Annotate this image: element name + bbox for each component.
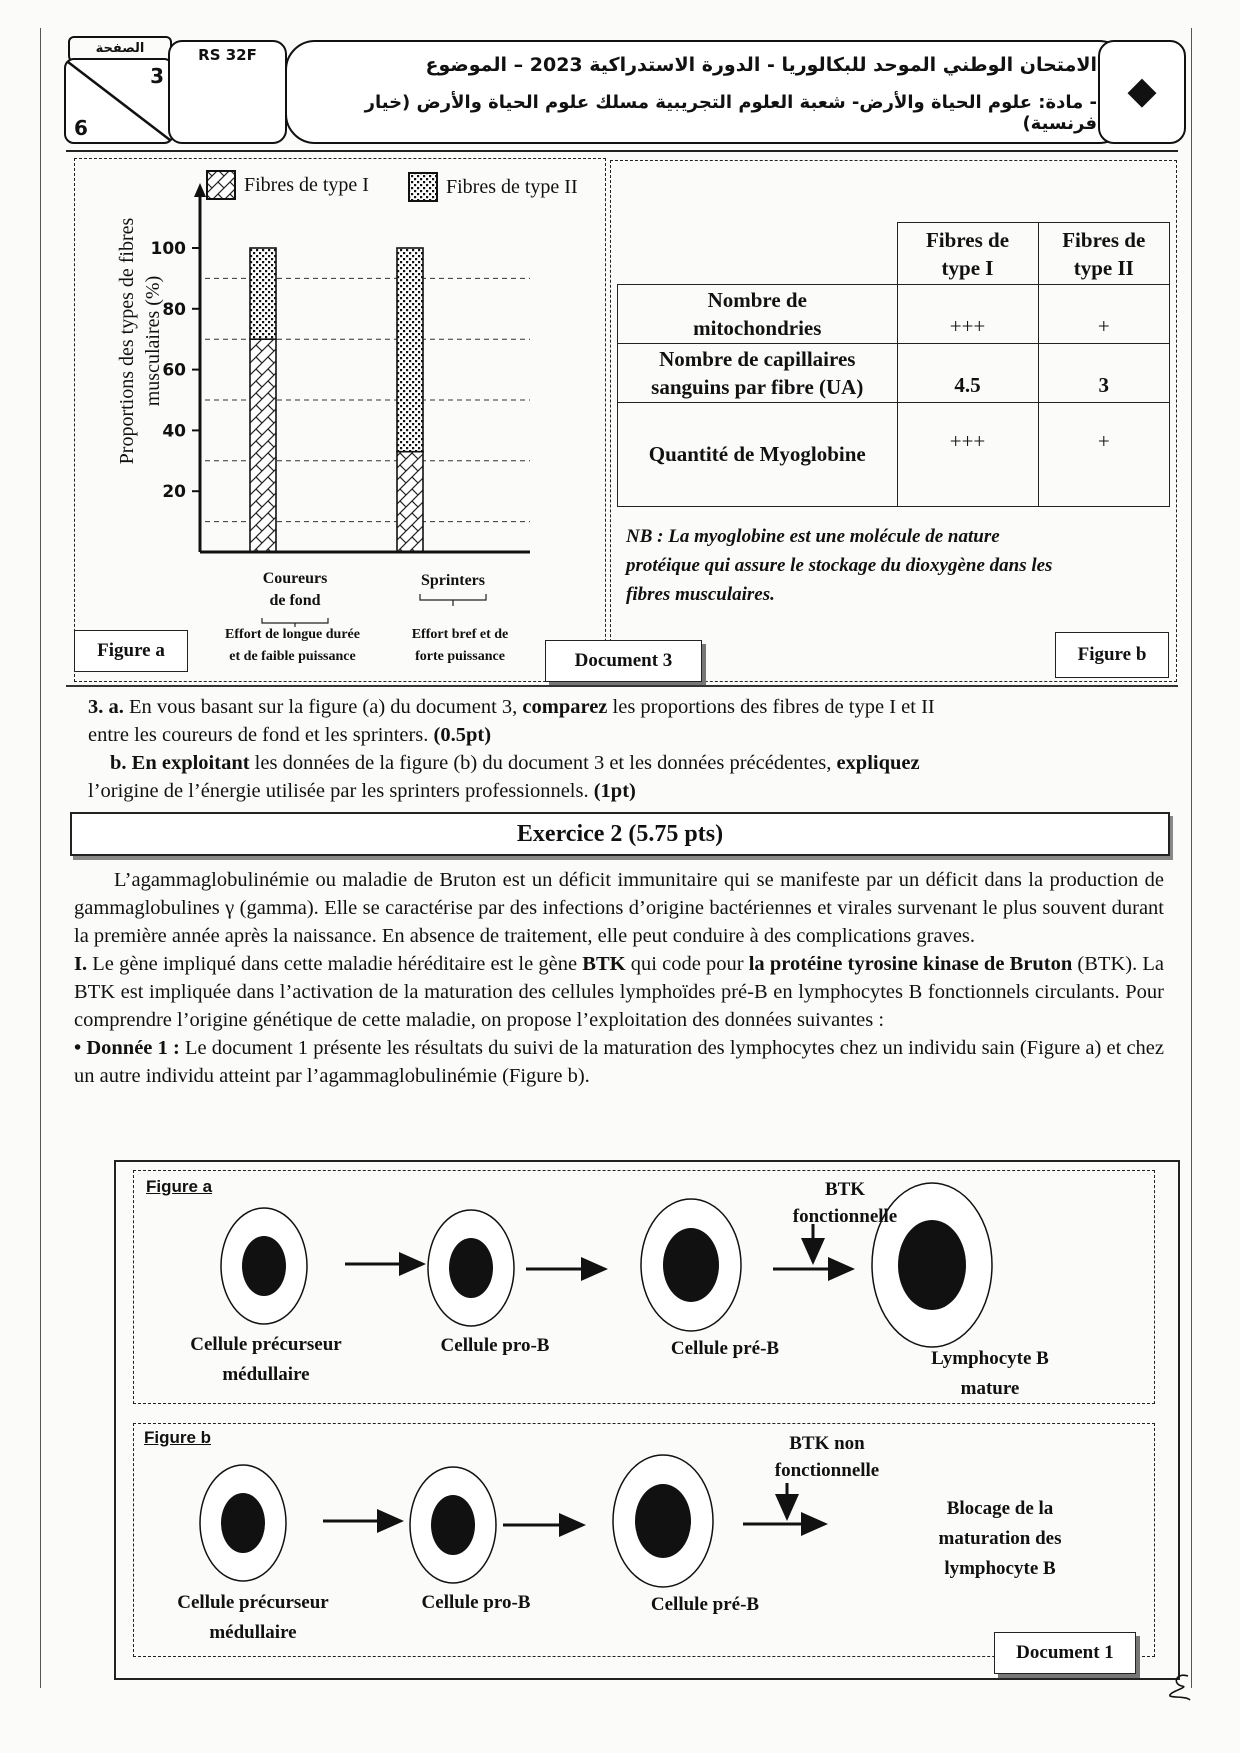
effort-line2: forte puissance xyxy=(415,649,505,664)
cell-precursor-icon xyxy=(200,1465,286,1581)
row-label: Quantité de Myoglobine xyxy=(618,403,898,507)
y-tick-label: 20 xyxy=(162,482,186,503)
col-header-line2: type II xyxy=(1073,255,1134,280)
nb-note xyxy=(626,522,1166,609)
effort-line1: Effort de longue durée xyxy=(225,627,360,642)
part1-text1: Le gène impliqué dans cette maladie héréditaire est le gène xyxy=(87,953,583,975)
part1-text2: qui code pour xyxy=(625,953,749,975)
table-row xyxy=(618,344,1170,403)
part1-gene: BTK xyxy=(582,953,626,975)
cell-type1: 4.5 xyxy=(897,344,1038,403)
question-3 xyxy=(88,693,1168,805)
col-header-line1: Fibres de xyxy=(925,227,1010,252)
question-3b xyxy=(88,749,1168,777)
doc3-bottom-rule xyxy=(66,685,1178,687)
legend-swatch-crosshatch xyxy=(206,170,236,200)
exercise-2-title: Exercice 2 (5.75 pts) xyxy=(70,812,1170,856)
q3a-points: (0.5pt) xyxy=(433,724,492,746)
q3b-text2: l’origine de l’énergie utilisée par les sprinters professionnels. xyxy=(88,780,594,802)
cell-label-precursor xyxy=(148,1588,358,1648)
legend-label-type1: Fibres de type I xyxy=(244,173,369,196)
btk-functional-label xyxy=(770,1176,920,1230)
cell-label-pro-b: Cellule pro-B xyxy=(421,1592,531,1613)
cell-pre-b-icon xyxy=(613,1455,713,1587)
nb-line3: fibres musculaires. xyxy=(626,584,775,605)
maturation-block-label xyxy=(925,1494,1075,1584)
btk-label-line2: fonctionnelle xyxy=(792,1206,898,1227)
document-1-tag: Document 1 xyxy=(994,1632,1136,1674)
effort-sprinters xyxy=(395,624,525,668)
question-3b-line2 xyxy=(88,777,1168,805)
y-axis-label-line1: Proportions des types de fibres xyxy=(116,217,138,465)
cell-label-pre-b: Cellule pré-B xyxy=(670,1338,780,1359)
q3b-verb: expliquez xyxy=(836,752,920,774)
y-axis-label-line2: musculaires (%) xyxy=(142,275,164,407)
nb-line2: protéique qui assure le stockage du dioxygène dans les xyxy=(626,555,1053,576)
q3a-verb: comparez xyxy=(522,696,608,718)
cell-label-line1: Lymphocyte B xyxy=(931,1348,1049,1369)
effort-line2: et de faible puissance xyxy=(229,649,356,664)
y-tick-label: 80 xyxy=(162,299,186,320)
page-total: 6 xyxy=(74,116,88,140)
bar-segment xyxy=(250,339,276,552)
table-row xyxy=(618,403,1170,507)
row-label-line2: sanguins par fibre (UA) xyxy=(651,375,864,399)
legend-item-type1 xyxy=(206,170,369,200)
y-tick-label: 40 xyxy=(162,421,186,442)
fiber-proportion-chart xyxy=(100,165,600,585)
table-col-header-type1 xyxy=(897,223,1038,285)
effort-line1: Effort bref et de xyxy=(411,627,509,642)
cell-pro-b-icon xyxy=(410,1467,496,1583)
y-axis-arrow-icon xyxy=(194,183,206,197)
doc1-figure-b-label: Figure b xyxy=(144,1428,212,1447)
figure-a-tag: Figure a xyxy=(74,630,188,672)
block-label-line1: Blocage de la xyxy=(946,1498,1054,1519)
btk-label-line2: fonctionnelle xyxy=(774,1460,880,1481)
legend-item-type2 xyxy=(408,172,578,202)
fiber-characteristics-table xyxy=(617,222,1170,507)
nb-line1: NB : La myoglobine est une molécule de nature xyxy=(626,526,1000,547)
cell-type2: 3 xyxy=(1038,344,1170,403)
q3b-lead: b. En exploitant xyxy=(110,752,250,774)
doc3-top-rule xyxy=(66,150,1178,152)
cell-label-line1: Cellule précurseur xyxy=(177,1592,329,1613)
page-label: الصفحة xyxy=(68,36,172,62)
row-label xyxy=(618,285,898,344)
donnee-1 xyxy=(74,1034,1164,1090)
btk-label-line1: BTK xyxy=(824,1179,866,1200)
cell-type2: + xyxy=(1038,403,1170,507)
cell-type2: + xyxy=(1038,285,1170,344)
doc1-figure-a-label: Figure a xyxy=(146,1177,213,1196)
cell-type1: +++ xyxy=(897,285,1038,344)
document-3-tag: Document 3 xyxy=(545,640,702,682)
chart-y-axis-label xyxy=(114,181,166,501)
block-label-line2: maturation des xyxy=(938,1528,1062,1549)
question-3a xyxy=(88,693,1168,721)
cell-label-line2: médullaire xyxy=(209,1622,297,1643)
category-sprinters xyxy=(388,570,518,614)
q3b-points: (1pt) xyxy=(593,780,636,802)
q3a-text3: entre les coureurs de fond et les sprinters. xyxy=(88,724,434,746)
cell-label-line1: Cellule précurseur xyxy=(190,1334,342,1355)
donnee-1-label: • Donnée 1 : xyxy=(74,1037,180,1059)
part1-protein: la protéine tyrosine kinase de Bruton xyxy=(748,953,1073,975)
cell-label-lymphocyte-b xyxy=(910,1344,1070,1404)
exercise-2-intro: L’agammaglobulinémie ou maladie de Bruton est un déficit immunitaire qui se manifeste par un déficit dans la production de gammaglobulines γ (gamma). Elle se caractérise par des infections d’origine bactériennes et virales survenant le plus souvent durant la première année après la naissance. En absence de traitement, elle peut conduire à des complications graves. xyxy=(74,869,1164,947)
row-label xyxy=(618,344,898,403)
q3a-text: En vous basant sur la figure (a) du document 3, xyxy=(123,696,523,718)
btk-label-line1: BTK non xyxy=(789,1433,865,1454)
y-tick-label: 60 xyxy=(162,360,186,381)
q3a-text2: les proportions des fibres de type I et II xyxy=(607,696,935,718)
row-label-line1: Nombre de capillaires xyxy=(659,347,856,371)
cell-precursor-icon xyxy=(221,1208,307,1324)
cell-pre-b-icon xyxy=(641,1199,741,1331)
category-label-line2: de fond xyxy=(269,592,321,609)
brace-icon xyxy=(418,593,488,607)
table-row xyxy=(618,285,1170,344)
exam-code: RS 32F xyxy=(198,46,257,64)
page-current: 3 xyxy=(150,64,164,88)
cell-type1: +++ xyxy=(897,403,1038,507)
table-col-header-type2 xyxy=(1038,223,1170,285)
exercise-2-body xyxy=(74,866,1164,1090)
q3b-text: les données de la figure (b) du document 3 et les données précédentes, xyxy=(249,752,837,774)
cell-label-pro-b: Cellule pro-B xyxy=(440,1335,550,1356)
category-label-line1: Coureurs xyxy=(262,570,328,587)
table-corner-cell xyxy=(618,223,898,285)
part1-text3: (BTK). La BTK est impliquée dans l’activation de la maturation des cellules lymphoïdes pré-B en lymphocytes B fonctionnels circulants. Pour comprendre l’origine génétique de cette maladie, on propose l’exploitation des données suivantes : xyxy=(74,953,1164,1031)
cell-pro-b-icon xyxy=(428,1210,514,1326)
bar-segment xyxy=(397,248,423,452)
table-header-row xyxy=(618,223,1170,285)
row-label-line1: Nombre de xyxy=(707,288,807,312)
part1-number: I. xyxy=(74,953,88,975)
category-label-line1: Sprinters xyxy=(421,572,485,589)
exam-title-line1: الامتحان الوطني الموحد للبكالوريا - الدورة الاستدراكية 2023 – الموضوع xyxy=(425,54,1097,76)
exercise-2-part1 xyxy=(74,950,1164,1034)
effort-coureurs xyxy=(205,624,380,668)
btk-nonfunctional-label xyxy=(752,1430,902,1484)
legend-label-type2: Fibres de type II xyxy=(446,175,578,198)
y-tick-label: 100 xyxy=(150,239,186,259)
donnee-1-text: Le document 1 présente les résultats du suivi de la maturation des lymphocytes chez un individu sain (Figure a) et chez un autre individu atteint par l’agammaglobulinémie (Figure b). xyxy=(74,1037,1164,1087)
cell-label-line2: médullaire xyxy=(222,1364,310,1385)
col-header-line2: type I xyxy=(941,255,994,280)
cell-label-line2: mature xyxy=(960,1378,1020,1399)
figure-b-tag: Figure b xyxy=(1055,632,1169,678)
bar-segment xyxy=(250,248,276,339)
bar-segment xyxy=(397,452,423,552)
block-label-line3: lymphocyte B xyxy=(944,1558,1056,1579)
question-3a-line2 xyxy=(88,721,1168,749)
q3a-number: 3. a. xyxy=(88,696,124,718)
exam-title-line2: - مادة: علوم الحياة والأرض- شعبة العلوم التجريبية مسلك علوم الحياة والأرض (خيار فرنسية) xyxy=(364,92,1097,134)
row-label-line2: mitochondries xyxy=(693,316,822,340)
cell-label-pre-b: Cellule pré-B xyxy=(650,1594,760,1615)
cell-label-precursor xyxy=(166,1330,366,1390)
col-header-line1: Fibres de xyxy=(1062,227,1146,252)
legend-swatch-dotted xyxy=(408,172,438,202)
diamond-icon: ◆ xyxy=(1127,70,1157,112)
signature-icon xyxy=(1160,1670,1200,1710)
